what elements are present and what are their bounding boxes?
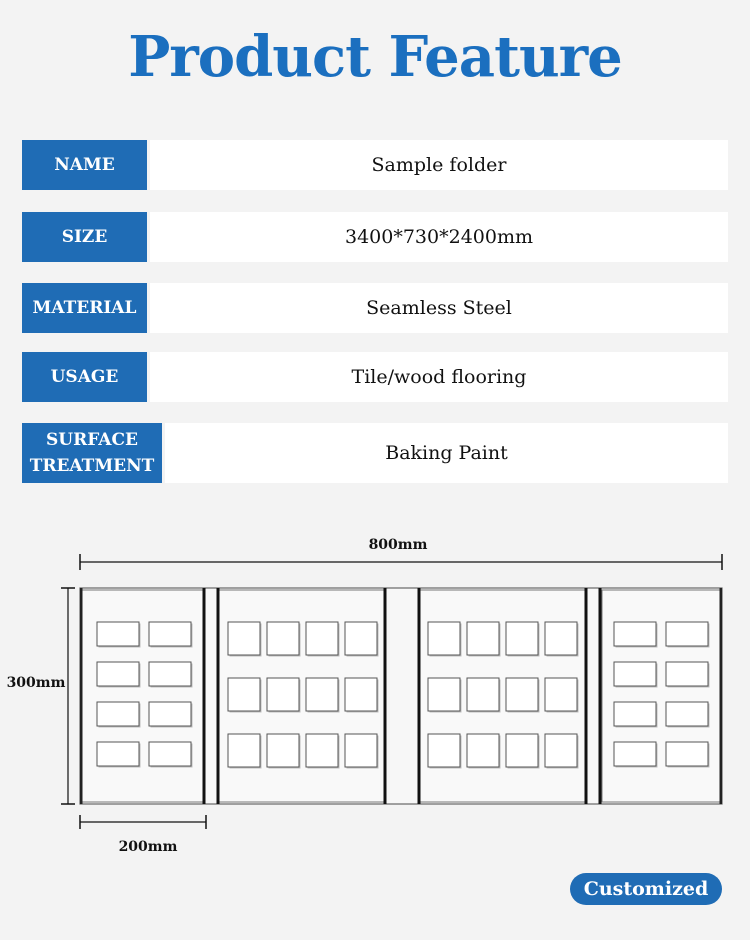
sample-slot [614, 662, 656, 686]
sample-slot [228, 734, 260, 767]
hinge-post [585, 588, 588, 804]
sample-slot [506, 734, 538, 767]
spec-label: USAGE [22, 352, 147, 402]
sample-slot [345, 622, 377, 655]
sample-slot [149, 662, 191, 686]
sample-slot [228, 622, 260, 655]
sample-slot [267, 678, 299, 711]
sample-slot [545, 678, 577, 711]
spec-value: Sample folder [150, 140, 728, 190]
folder-panels [80, 588, 722, 804]
sample-slot [149, 742, 191, 766]
spec-label: SURFACE TREATMENT [22, 423, 162, 483]
sample-slot [467, 622, 499, 655]
sample-slot [614, 622, 656, 646]
spec-row-surface-treatment [22, 423, 728, 483]
spec-value: Baking Paint [165, 423, 728, 483]
sample-slot [228, 678, 260, 711]
panel-width-dimension-label: 200mm [118, 839, 178, 855]
sample-slot [545, 734, 577, 767]
edge-post [720, 588, 723, 804]
sample-slot [149, 622, 191, 646]
sample-slot [97, 742, 139, 766]
sample-slot [506, 678, 538, 711]
sample-slot [666, 622, 708, 646]
sample-slot [614, 742, 656, 766]
spec-value: Tile/wood flooring [150, 352, 728, 402]
edge-post [80, 588, 83, 804]
sample-slot [428, 622, 460, 655]
spec-row-name [22, 140, 728, 190]
width-dimension-label: 800mm [368, 537, 428, 553]
sample-slot [545, 622, 577, 655]
sample-slot [345, 734, 377, 767]
spec-value: Seamless Steel [150, 283, 728, 333]
sample-slot [149, 702, 191, 726]
sample-slot [428, 734, 460, 767]
spec-row-material [22, 283, 728, 333]
sample-slot [345, 678, 377, 711]
spec-row-usage [22, 352, 728, 402]
spec-label: SIZE [22, 212, 147, 262]
hinge-post [599, 588, 602, 804]
spec-row-size [22, 212, 728, 262]
sample-slot [428, 678, 460, 711]
sample-slot [506, 622, 538, 655]
spec-value: 3400*730*2400mm [150, 212, 728, 262]
sample-slot [97, 622, 139, 646]
sample-slot [467, 734, 499, 767]
sample-slot [267, 622, 299, 655]
sample-slot [306, 622, 338, 655]
hinge-post [203, 588, 206, 804]
sample-slot [666, 662, 708, 686]
sample-slot [306, 678, 338, 711]
sample-slot [666, 702, 708, 726]
folder-diagram [0, 520, 750, 860]
page-title: Product Feature [128, 24, 622, 90]
sample-slot [267, 734, 299, 767]
sample-slot [614, 702, 656, 726]
sample-slot [97, 702, 139, 726]
sample-slot [666, 742, 708, 766]
sample-slot [97, 662, 139, 686]
height-dimension-label: 300mm [6, 675, 66, 691]
spec-label: NAME [22, 140, 147, 190]
sample-slot [306, 734, 338, 767]
hinge-post [384, 588, 387, 804]
hinge-post [217, 588, 220, 804]
spec-label: MATERIAL [22, 283, 147, 333]
hinge-post [418, 588, 421, 804]
customized-button[interactable]: Customized [570, 873, 722, 905]
sample-slot [467, 678, 499, 711]
